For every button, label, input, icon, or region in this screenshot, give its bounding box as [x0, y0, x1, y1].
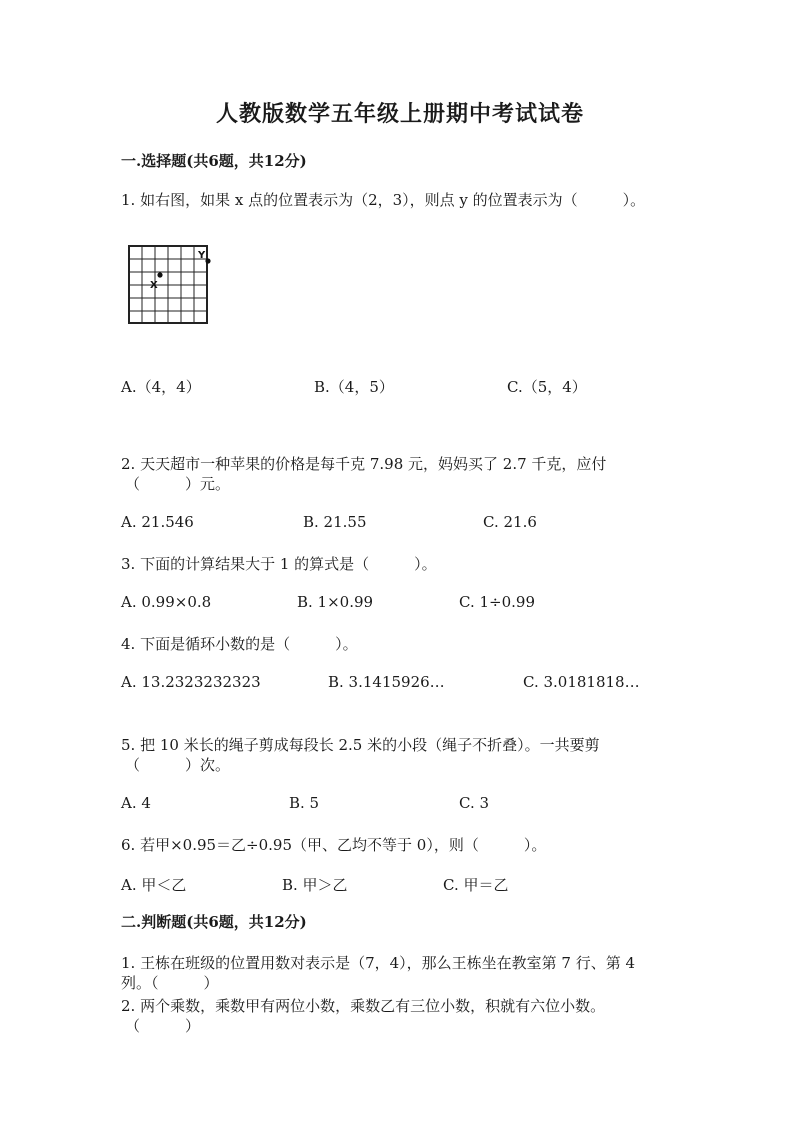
- q6-option-b: B. 甲＞乙: [282, 876, 348, 894]
- judgement-2-text-line2: （ ）: [125, 1017, 201, 1035]
- q2-option-c: C. 21.6: [483, 513, 537, 531]
- q5-option-a: A. 4: [121, 794, 151, 812]
- q4-option-a: A. 13.2323232323: [121, 673, 261, 691]
- q4-option-b: B. 3.1415926…: [328, 673, 445, 691]
- section-heading-judgement: 二.判断题(共6题，共12分): [121, 913, 307, 931]
- q5-option-b: B. 5: [289, 794, 320, 812]
- q1-option-a: A.（4，4）: [121, 378, 201, 396]
- question-2-text-line2: （ ）元。: [125, 475, 231, 493]
- q6-option-a: A. 甲＜乙: [121, 876, 187, 894]
- coordinate-grid-figure: [126, 243, 216, 327]
- question-2-text-line1: 2. 天天超市一种苹果的价格是每千克 7.98 元，妈妈买了 2.7 千克，应付: [121, 455, 607, 473]
- question-1-text: 1. 如右图，如果 x 点的位置表示为（2，3），则点 y 的位置表示为（ ）。: [121, 191, 646, 209]
- judgement-1-text-line1: 1. 王栋在班级的位置用数对表示是（7，4），那么王栋坐在教室第 7 行、第 4: [121, 954, 636, 972]
- section-heading-choice: 一.选择题(共6题，共12分): [121, 152, 307, 170]
- question-6-text: 6. 若甲×0.95＝乙÷0.95（甲、乙均不等于 0），则（ ）。: [121, 836, 547, 854]
- q3-option-b: B. 1×0.99: [297, 593, 374, 611]
- q3-option-c: C. 1÷0.99: [459, 593, 535, 611]
- judgement-2-text-line1: 2. 两个乘数，乘数甲有两位小数，乘数乙有三位小数，积就有六位小数。: [121, 997, 606, 1015]
- question-3-text: 3. 下面的计算结果大于 1 的算式是（ ）。: [121, 555, 437, 573]
- q2-option-b: B. 21.55: [303, 513, 367, 531]
- question-5-text-line2: （ ）次。: [125, 756, 231, 774]
- point-x-label: X: [150, 280, 158, 291]
- q3-option-a: A. 0.99×0.8: [121, 593, 212, 611]
- point-y-marker: [205, 258, 210, 263]
- q1-option-c: C.（5，4）: [507, 378, 587, 396]
- q5-option-c: C. 3: [459, 794, 490, 812]
- question-5-text-line1: 5. 把 10 米长的绳子剪成每段长 2.5 米的小段（绳子不折叠）。一共要剪: [121, 736, 600, 754]
- q2-option-a: A. 21.546: [121, 513, 194, 531]
- judgement-1-text-line2: 列。（ ）: [121, 974, 219, 992]
- question-4-text: 4. 下面是循环小数的是（ ）。: [121, 635, 358, 653]
- q6-option-c: C. 甲＝乙: [443, 876, 509, 894]
- q4-option-c: C. 3.0181818…: [523, 673, 640, 691]
- q1-option-b: B.（4，5）: [314, 378, 394, 396]
- point-x-marker: [157, 272, 162, 277]
- point-y-label: Y: [198, 250, 206, 261]
- page-title: 人教版数学五年级上册期中考试试卷: [215, 101, 584, 127]
